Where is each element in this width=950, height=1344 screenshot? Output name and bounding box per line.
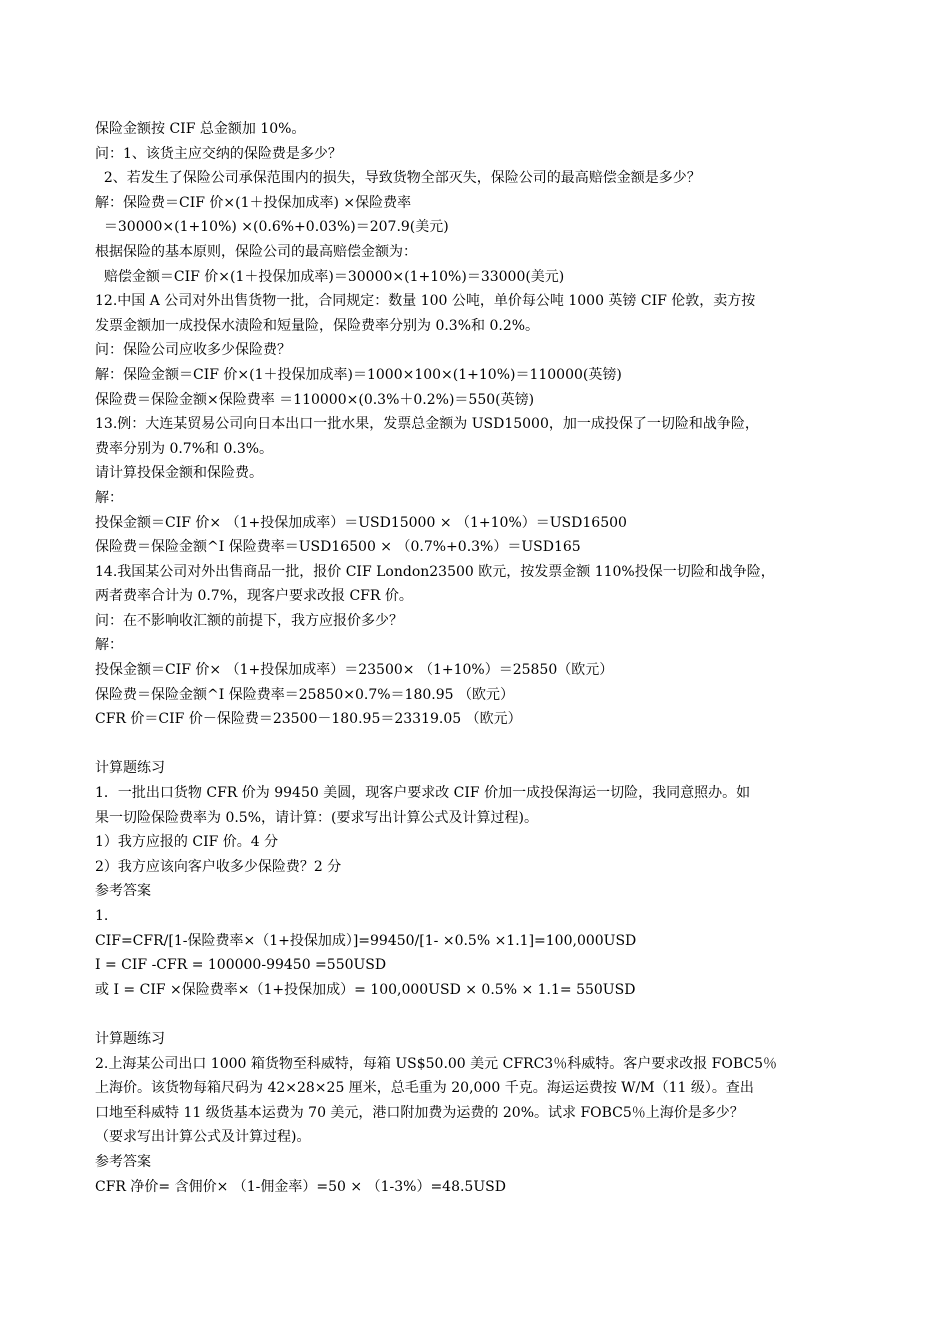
text-line: 14.我国某公司对外出售商品一批，报价 CIF London23500 欧元，按发票金额 110%投保一切险和战争险，	[95, 563, 775, 580]
text-line: 解：保险费＝CIF 价×(1＋投保加成率) ×保险费率	[95, 194, 412, 211]
text-line: 1）我方应报的 CIF 价。4 分	[95, 834, 279, 851]
text-line: 或 I = CIF ×保险费率×（1+投保加成）= 100,000USD × 0.5% × 1.1= 550USD	[95, 981, 636, 998]
text-line: 12.中国 A 公司对外出售货物一批，合同规定：数量 100 公吨，单价每公吨 1000 英镑 CIF 伦敦，卖方按	[95, 293, 756, 310]
text-line: 2、若发生了保险公司承保范围内的损失，导致货物全部灭失，保险公司的最高赔偿金额是多少？	[95, 170, 701, 187]
text-line: 发票金额加一成投保水渍险和短量险，保险费率分别为 0.3%和 0.2%。	[95, 317, 540, 334]
text-line: 果一切险保险费率为 0.5%，请计算：(要求写出计算公式及计算过程)。	[95, 809, 538, 826]
text-line: 费率分别为 0.7%和 0.3%。	[95, 440, 274, 457]
text-line: 解：	[95, 489, 123, 506]
text-line: 1.	[95, 908, 109, 924]
text-line: 1．一批出口货物 CFR 价为 99450 美圆，现客户要求改 CIF 价加一成投保海运一切险，我同意照办。如	[95, 785, 751, 802]
text-line: 请计算投保金额和保险费。	[95, 465, 263, 482]
text-line: 13.例：大连某贸易公司向日本出口一批水果，发票总金额为 USD15000，加一成投保了一切险和战争险，	[95, 416, 759, 433]
text-line: I = CIF -CFR = 100000-99450 =550USD	[95, 957, 387, 974]
text-line: 上海价。该货物每箱尺码为 42×28×25 厘米，总毛重为 20,000 千克。海运运费按 W/M（11 级）。查出	[95, 1080, 754, 1097]
text-line: CIF=CFR/[1-保险费率×（1+投保加成）]=99450/[1- ×0.5% ×1.1]=100,000USD	[95, 932, 637, 949]
text-line: CFR 价＝CIF 价－保险费＝23500－180.95＝23319.05 （欧元）	[95, 711, 522, 728]
text-line: 解：保险金额＝CIF 价×(1＋投保加成率)＝1000×100×(1+10%)＝110000(英镑)	[95, 366, 622, 383]
text-line: 参考答案	[95, 1153, 151, 1170]
text-line: 保险费＝保险金额^I 保险费率＝25850×0.7%＝180.95 （欧元）	[95, 686, 514, 703]
text-line: 投保金额＝CIF 价× （1+投保加成率）＝USD15000 × （1+10%）＝USD16500	[95, 514, 627, 531]
text-line: 口地至科威特 11 级货基本运费为 70 美元，港口附加费为运费的 20%。试求 FOBC5％上海价是多少？	[95, 1104, 744, 1121]
text-line: 问：保险公司应收多少保险费？	[95, 342, 291, 359]
text-line: 根据保险的基本原则，保险公司的最高赔偿金额为：	[95, 243, 417, 260]
text-line: ＝30000×(1+10%) ×(0.6%+0.03%)＝207.9(美元)	[95, 219, 449, 236]
text-line: CFR 净价= 含佣价× （1-佣金率）=50 × （1-3%）=48.5USD	[95, 1178, 506, 1195]
blank-line	[95, 732, 855, 757]
text-line: 参考答案	[95, 883, 151, 900]
text-line: 解：	[95, 637, 123, 654]
text-line: 问：1、该货主应交纳的保险费是多少？	[95, 145, 342, 162]
text-line: 保险费＝保险金额×保险费率 ＝110000×(0.3%＋0.2%)＝550(英镑)	[95, 391, 535, 408]
text-line: 问：在不影响收汇额的前提下，我方应报价多少？	[95, 612, 403, 629]
text-line: 2）我方应该向客户收多少保险费？2 分	[95, 858, 342, 875]
text-line: 保险金额按 CIF 总金额加 10%。	[95, 121, 306, 137]
document-page	[95, 117, 855, 1199]
text-line: 计算题练习	[95, 760, 165, 777]
blank-line	[95, 1002, 855, 1027]
text-line: 两者费率合计为 0.7%，现客户要求改报 CFR 价。	[95, 588, 413, 605]
text-line: 赔偿金额＝CIF 价×(1＋投保加成率)＝30000×(1+10%)＝33000(美元)	[95, 268, 565, 285]
text-line: 计算题练习	[95, 1030, 165, 1047]
text-line: （要求写出计算公式及计算过程)。	[95, 1129, 311, 1146]
text-line: 投保金额＝CIF 价× （1+投保加成率）＝23500× （1+10%）＝25850（欧元）	[95, 662, 614, 679]
text-line: 2.上海某公司出口 1000 箱货物至科威特，每箱 US$50.00 美元 CFRC3％科威特。客户要求改报 FOBC5％	[95, 1055, 778, 1072]
text-line: 保险费＝保险金额^I 保险费率＝USD16500 × （0.7%+0.3%）＝USD165	[95, 539, 581, 556]
